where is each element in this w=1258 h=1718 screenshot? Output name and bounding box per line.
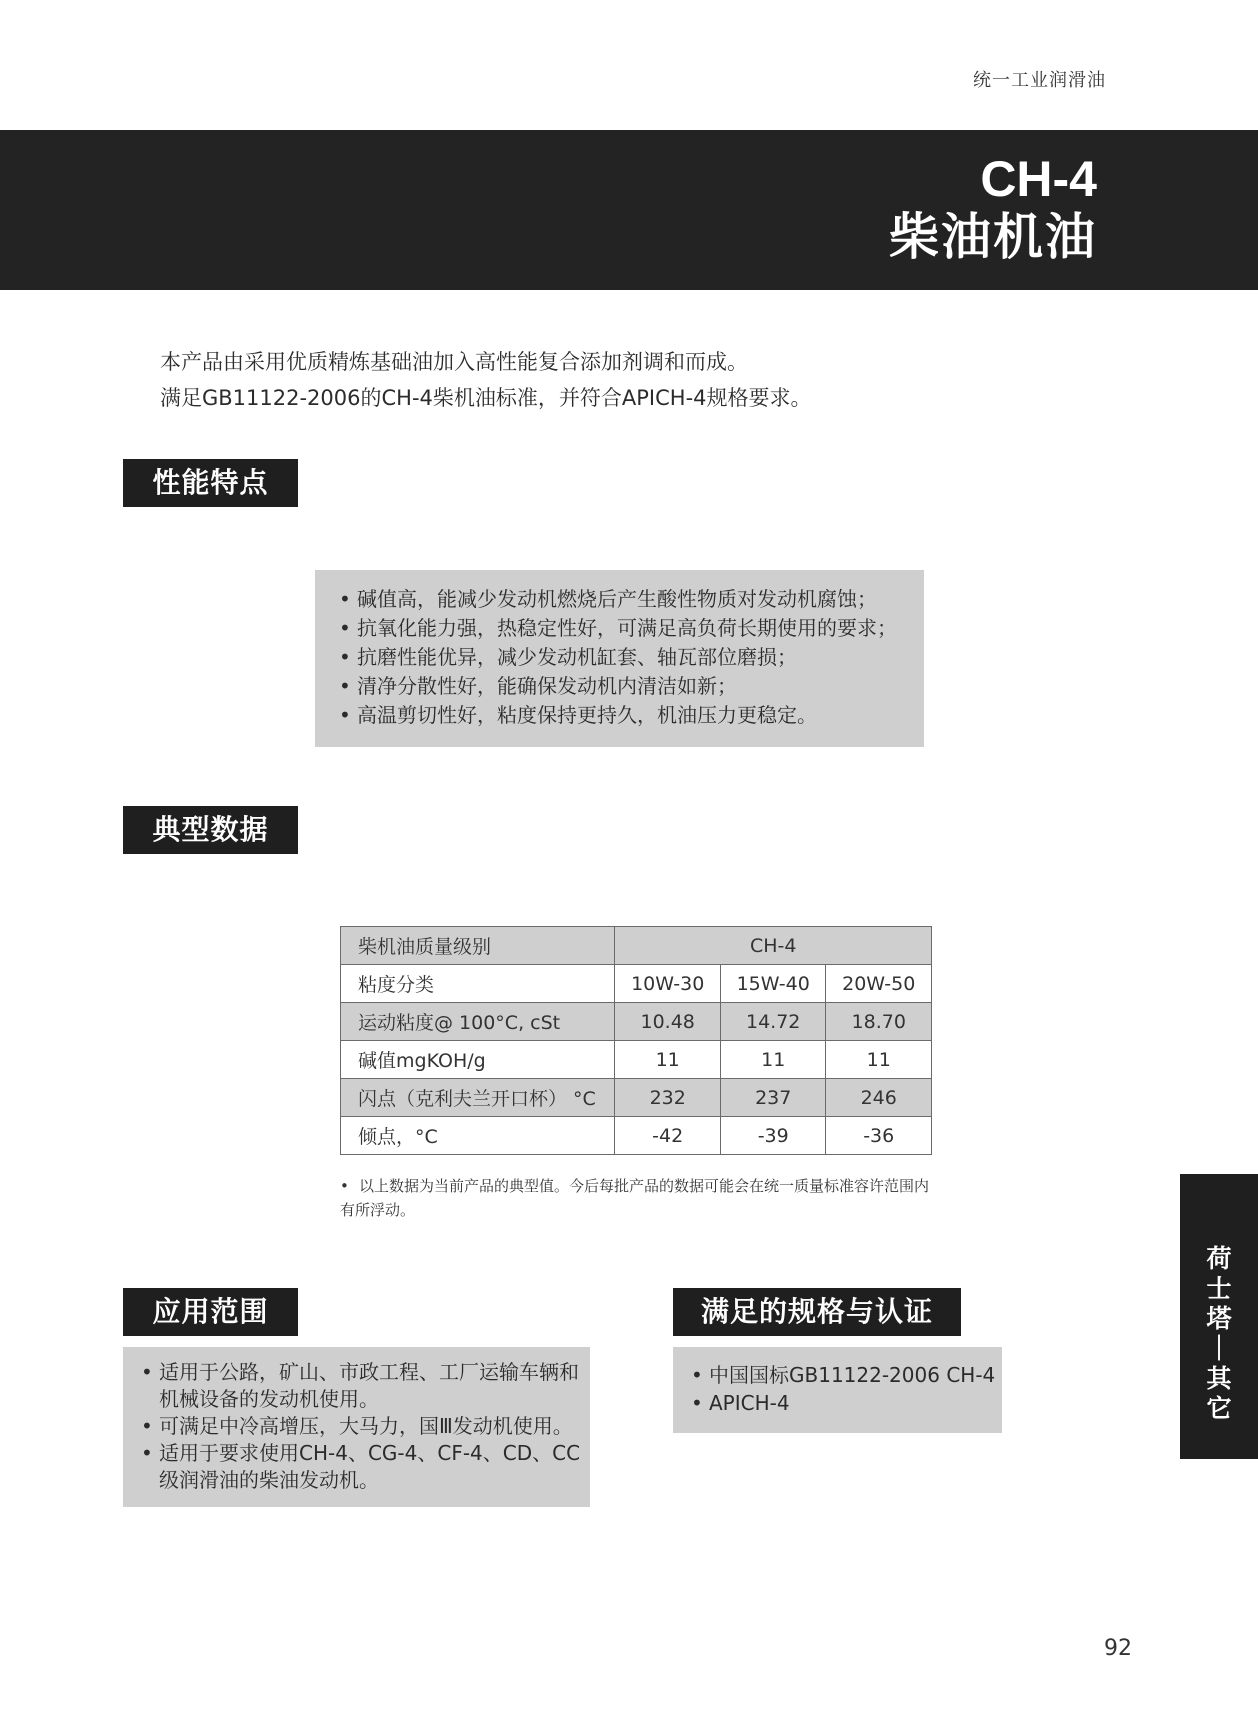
table-cell: 232 [615, 1079, 721, 1117]
table-cell: -36 [826, 1117, 932, 1155]
bullet-icon: • [340, 1177, 349, 1195]
product-name: 柴油机油 [889, 208, 1097, 266]
table-cell: 246 [826, 1079, 932, 1117]
side-tab-label [1180, 1244, 1258, 1424]
side-tab-char: 它 [1206, 1394, 1232, 1423]
application-heading: 应用范围 [123, 1288, 298, 1336]
certifications-box [673, 1347, 1002, 1433]
table-cell-label: 柴机油质量级别 [341, 927, 615, 965]
features-list [339, 585, 919, 730]
side-tab-char: 塔 [1206, 1304, 1232, 1333]
table-cell: 10W-30 [615, 965, 721, 1003]
table-cell-label: 碱值mgKOH/g [341, 1041, 615, 1079]
table-cell: 11 [826, 1041, 932, 1079]
table-row [341, 927, 932, 965]
table-cell: 20W-50 [826, 965, 932, 1003]
certifications-heading: 满足的规格与认证 [673, 1288, 961, 1336]
typical-data-heading: 典型数据 [123, 806, 298, 854]
certifications-list [691, 1361, 1001, 1417]
list-item: • 高温剪切性好，粘度保持更持久，机油压力更稳定。 [339, 701, 919, 730]
series-label: 统一工业润滑油 [973, 70, 1106, 91]
features-box [315, 570, 924, 747]
product-code: CH-4 [980, 151, 1097, 207]
typical-data-table [340, 926, 932, 1155]
list-item: • 抗磨性能优异，减少发动机缸套、轴瓦部位磨损； [339, 643, 919, 672]
title-banner [0, 130, 1258, 290]
table-cell: -42 [615, 1117, 721, 1155]
intro-line: 本产品由采用优质精炼基础油加入高性能复合添加剂调和而成。 [160, 350, 748, 374]
page-number: 92 [1104, 1636, 1132, 1661]
table-cell: 18.70 [826, 1003, 932, 1041]
table-footnote [340, 1174, 940, 1222]
list-item: • 中国国标GB11122-2006 CH-4 [691, 1361, 1001, 1389]
application-list [141, 1359, 581, 1494]
table-cell: 10.48 [615, 1003, 721, 1041]
table-cell-label: 粘度分类 [341, 965, 615, 1003]
side-tab-char: 荷 [1206, 1244, 1232, 1273]
table-row [341, 1041, 932, 1079]
side-tab-char: ｜ [1206, 1334, 1232, 1363]
table-cell-label: 运动粘度@ 100°C, cSt [341, 1003, 615, 1041]
list-item: • 适用于公路，矿山、市政工程、工厂运输车辆和机械设备的发动机使用。 [141, 1359, 581, 1413]
list-item: • 适用于要求使用CH-4、CG-4、CF-4、CD、CC级润滑油的柴油发动机。 [141, 1440, 581, 1494]
table-row [341, 1079, 932, 1117]
list-item: • 清净分散性好，能确保发动机内清洁如新； [339, 672, 919, 701]
list-item: • 碱值高，能减少发动机燃烧后产生酸性物质对发动机腐蚀； [339, 585, 919, 614]
table-row [341, 965, 932, 1003]
side-tab-char: 士 [1206, 1274, 1232, 1303]
table-cell: 237 [720, 1079, 826, 1117]
list-item: • 可满足中冷高增压，大马力，国Ⅲ发动机使用。 [141, 1413, 581, 1440]
table-cell: CH-4 [615, 927, 932, 965]
features-heading: 性能特点 [123, 459, 298, 507]
table-cell-label: 倾点，°C [341, 1117, 615, 1155]
side-tab-char: 其 [1206, 1364, 1232, 1393]
table-cell: 15W-40 [720, 965, 826, 1003]
table-row [341, 1117, 932, 1155]
intro-text [160, 344, 812, 416]
table-cell: 11 [615, 1041, 721, 1079]
side-tab [1180, 1174, 1258, 1459]
table-row [341, 1003, 932, 1041]
table-cell: -39 [720, 1117, 826, 1155]
list-item: • APICH-4 [691, 1389, 1001, 1417]
application-box [123, 1347, 590, 1507]
intro-line: 满足GB11122-2006的CH-4柴机油标准，并符合APICH-4规格要求。 [160, 386, 812, 410]
list-item: • 抗氧化能力强，热稳定性好，可满足高负荷长期使用的要求； [339, 614, 919, 643]
table-cell-label: 闪点（克利夫兰开口杯） °C [341, 1079, 615, 1117]
footnote-text: 以上数据为当前产品的典型值。今后每批产品的数据可能会在统一质量标准容许范围内有所浮动。 [340, 1177, 930, 1219]
table-cell: 14.72 [720, 1003, 826, 1041]
table-cell: 11 [720, 1041, 826, 1079]
